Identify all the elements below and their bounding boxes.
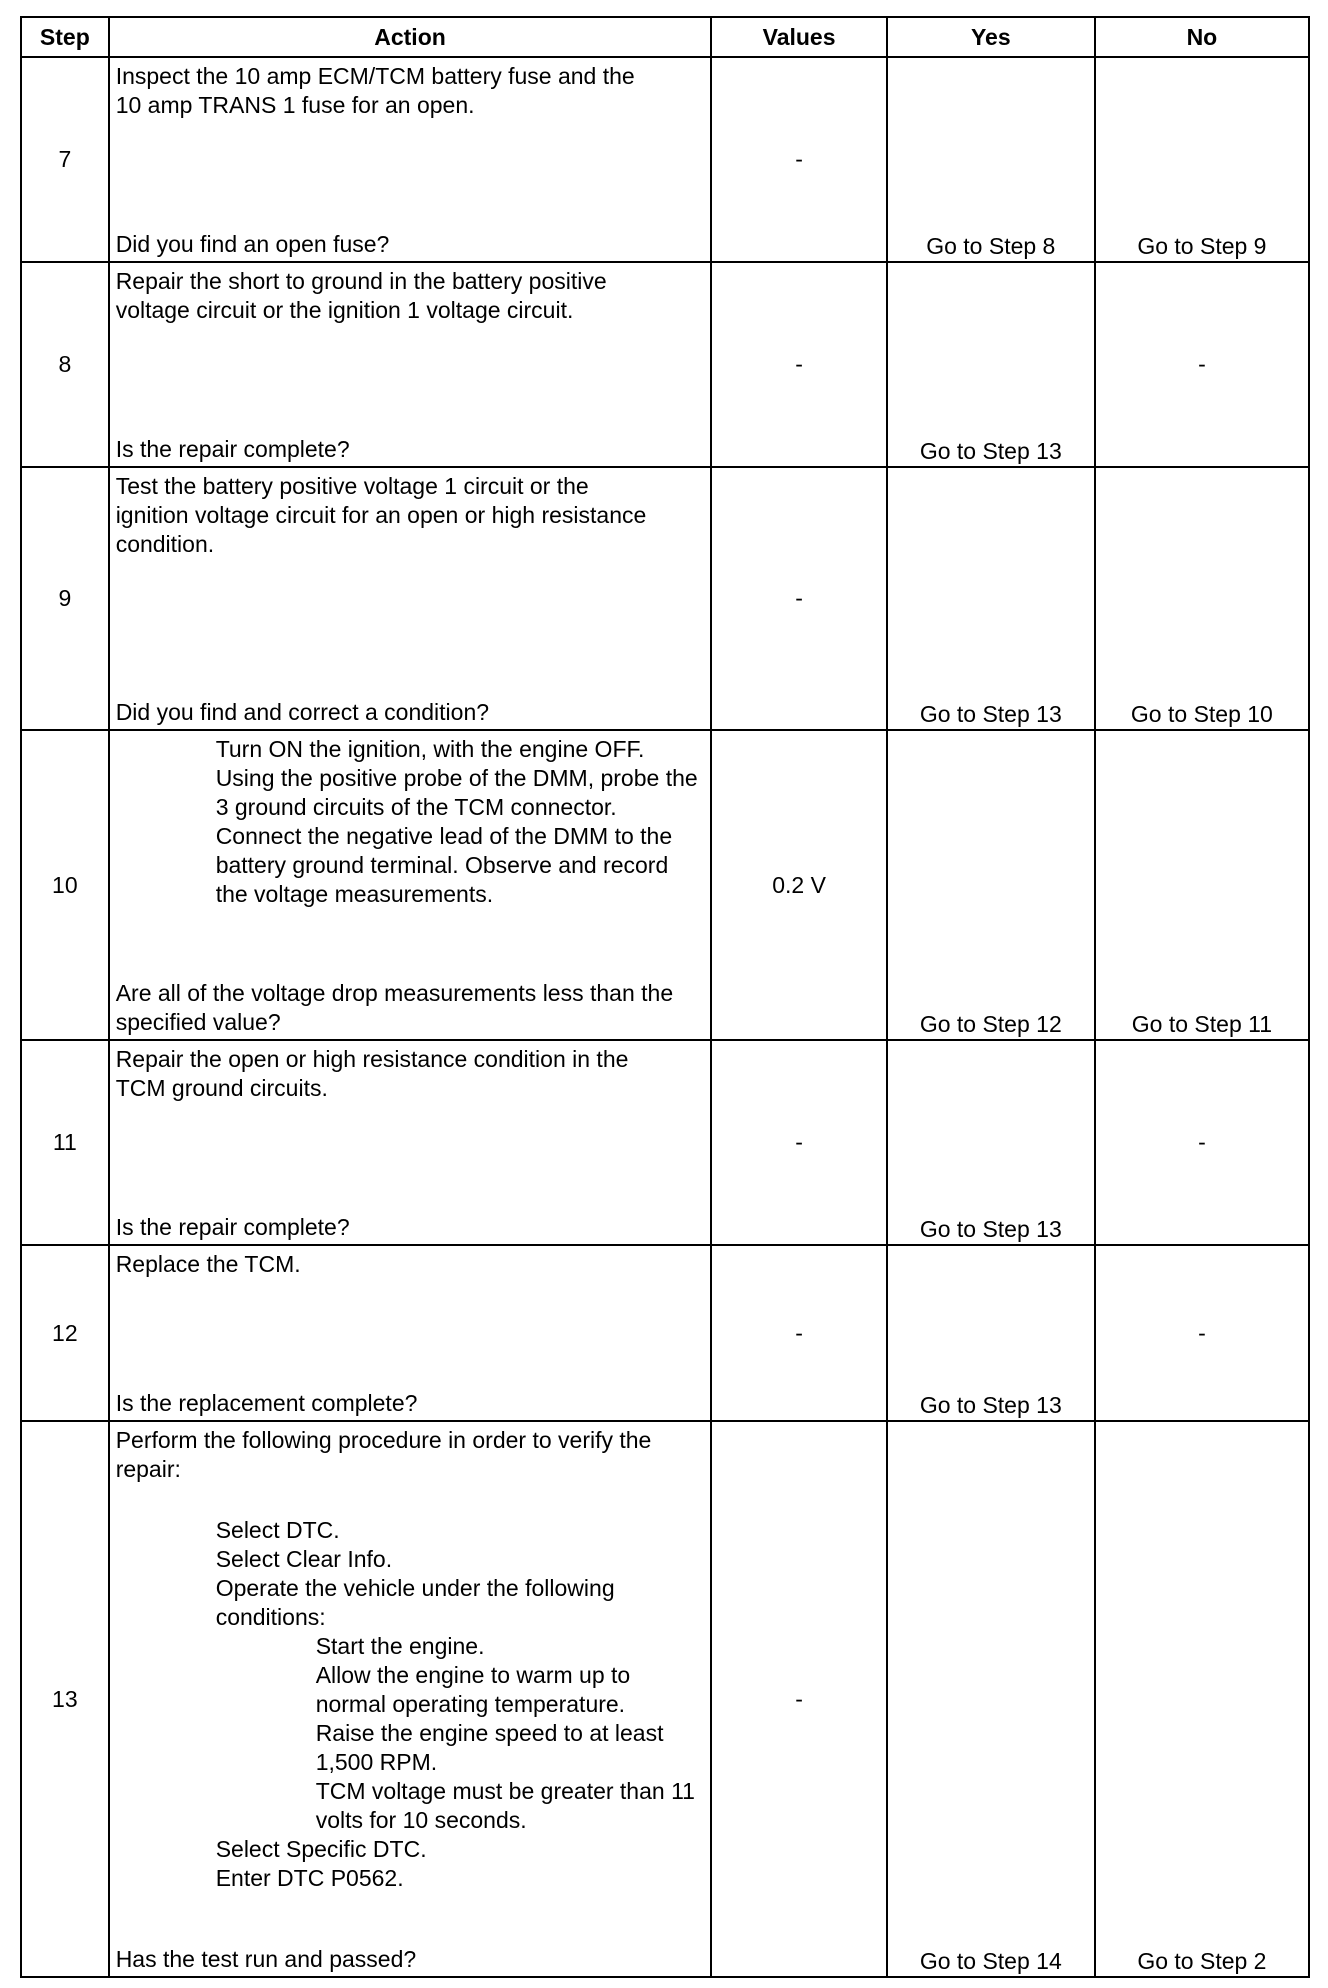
question-text: Is the replacement complete? bbox=[115, 1390, 418, 1416]
yes-cell: Go to Step 14 bbox=[887, 1421, 1095, 1977]
procedure-item: Select DTC. bbox=[215, 1517, 340, 1543]
table-row bbox=[21, 1421, 1309, 1977]
table-row bbox=[21, 1040, 1309, 1245]
action-cell bbox=[109, 1421, 712, 1977]
step-number: 13 bbox=[21, 1421, 109, 1977]
table-row bbox=[21, 467, 1309, 730]
value-cell: - bbox=[711, 1421, 886, 1977]
value-cell: - bbox=[711, 1040, 886, 1245]
table-row bbox=[21, 57, 1309, 262]
condition-item: Raise the engine speed to at least 1,500 RPM. bbox=[315, 1720, 664, 1775]
action-cell bbox=[109, 57, 712, 262]
no-cell: Go to Step 11 bbox=[1095, 730, 1309, 1040]
value-cell: - bbox=[711, 467, 886, 730]
table-row bbox=[21, 262, 1309, 467]
instruction-text: Repair the open or high resistance condition in the TCM ground circuits. bbox=[115, 1046, 629, 1101]
table-row bbox=[21, 1245, 1309, 1421]
instruction-text: Replace the TCM. bbox=[115, 1251, 301, 1277]
yes-cell: Go to Step 13 bbox=[887, 1040, 1095, 1245]
question-text: Did you find an open fuse? bbox=[115, 231, 390, 257]
procedure-item: Using the positive probe of the DMM, probe the 3 ground circuits of the TCM connector. bbox=[215, 765, 698, 820]
condition-item: Start the engine. bbox=[315, 1633, 485, 1659]
verify-procedure bbox=[116, 1422, 705, 1893]
action-cell bbox=[109, 262, 712, 467]
procedure-item: Select Specific DTC. bbox=[215, 1836, 427, 1862]
question-text: Did you find and correct a condition? bbox=[115, 699, 490, 725]
diagnostic-table bbox=[20, 16, 1310, 1978]
yes-cell: Go to Step 12 bbox=[887, 730, 1095, 1040]
procedure-item: Turn ON the ignition, with the engine OFF. bbox=[215, 736, 645, 762]
yes-cell: Go to Step 8 bbox=[887, 57, 1095, 262]
action-cell bbox=[109, 730, 712, 1040]
header-action: Action bbox=[109, 17, 712, 57]
no-cell: Go to Step 10 bbox=[1095, 467, 1309, 730]
procedure-item: Connect the negative lead of the DMM to the battery ground terminal. Observe and record the voltage measurements. bbox=[215, 823, 673, 907]
no-cell: Go to Step 2 bbox=[1095, 1421, 1309, 1977]
procedure-list bbox=[116, 735, 705, 909]
procedure-item-text: Operate the vehicle under the following conditions: bbox=[215, 1575, 615, 1630]
action-cell bbox=[109, 467, 712, 730]
instruction-text: Perform the following procedure in order to verify the repair: bbox=[115, 1427, 652, 1482]
no-cell: - bbox=[1095, 1245, 1309, 1421]
procedure-item bbox=[216, 1574, 705, 1835]
step-number: 10 bbox=[21, 730, 109, 1040]
header-yes: Yes bbox=[887, 17, 1095, 57]
conditions-list bbox=[216, 1632, 705, 1835]
step-number: 7 bbox=[21, 57, 109, 262]
step-number: 9 bbox=[21, 467, 109, 730]
header-values: Values bbox=[711, 17, 886, 57]
question-text: Is the repair complete? bbox=[115, 436, 350, 462]
condition-item: TCM voltage must be greater than 11 volts for 10 seconds. bbox=[315, 1778, 695, 1833]
table-row bbox=[21, 730, 1309, 1040]
question-text: Are all of the voltage drop measurements less than the specified value? bbox=[115, 980, 674, 1035]
header-step: Step bbox=[21, 17, 109, 57]
no-cell: - bbox=[1095, 1040, 1309, 1245]
procedure-item: Select Clear Info. bbox=[215, 1546, 393, 1572]
value-cell: - bbox=[711, 262, 886, 467]
step-number: 12 bbox=[21, 1245, 109, 1421]
question-text: Is the repair complete? bbox=[115, 1214, 350, 1240]
yes-cell: Go to Step 13 bbox=[887, 1245, 1095, 1421]
procedure-list bbox=[116, 1516, 705, 1893]
value-cell: - bbox=[711, 1245, 886, 1421]
no-cell: - bbox=[1095, 262, 1309, 467]
value-cell: - bbox=[711, 57, 886, 262]
step-number: 8 bbox=[21, 262, 109, 467]
instruction-text: Inspect the 10 amp ECM/TCM battery fuse and the 10 amp TRANS 1 fuse for an open. bbox=[115, 63, 635, 118]
instruction-text: Test the battery positive voltage 1 circuit or the ignition voltage circuit for an open or high resistance condition. bbox=[115, 473, 647, 557]
value-cell: 0.2 V bbox=[711, 730, 886, 1040]
action-cell bbox=[109, 1040, 712, 1245]
no-cell: Go to Step 9 bbox=[1095, 57, 1309, 262]
yes-cell: Go to Step 13 bbox=[887, 467, 1095, 730]
action-cell bbox=[109, 1245, 712, 1421]
condition-item: Allow the engine to warm up to normal operating temperature. bbox=[315, 1662, 631, 1717]
header-row bbox=[21, 17, 1309, 57]
procedure-item: Enter DTC P0562. bbox=[215, 1865, 404, 1891]
header-no: No bbox=[1095, 17, 1309, 57]
yes-cell: Go to Step 13 bbox=[887, 262, 1095, 467]
question-text: Has the test run and passed? bbox=[115, 1946, 417, 1972]
instruction-text: Repair the short to ground in the battery positive voltage circuit or the ignition 1 voltage circuit. bbox=[115, 268, 607, 323]
step-number: 11 bbox=[21, 1040, 109, 1245]
